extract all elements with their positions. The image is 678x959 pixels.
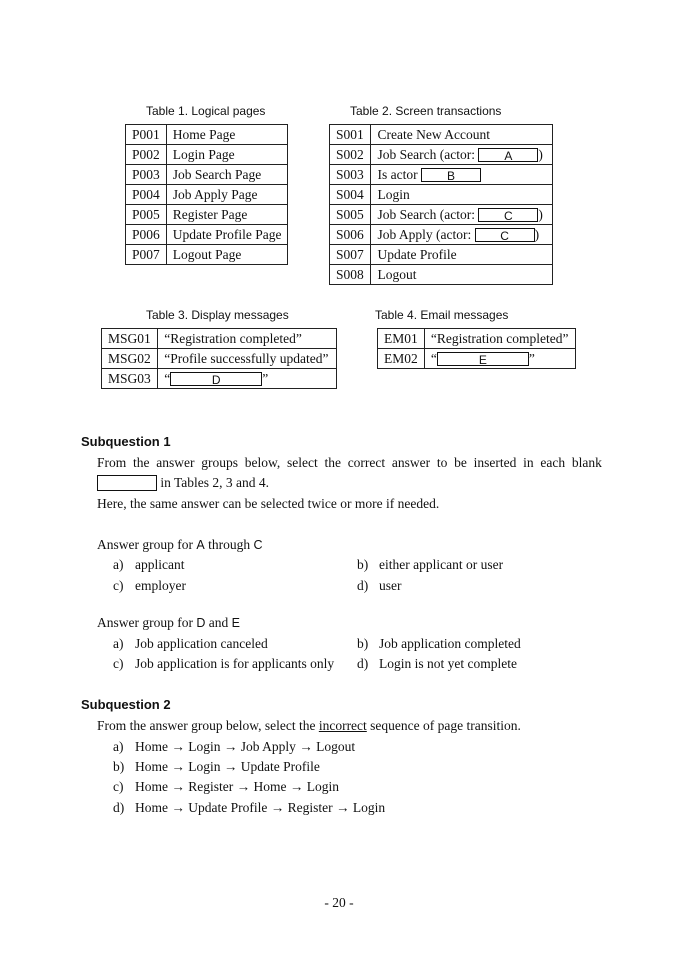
group-title-text: Answer group for [97,537,197,552]
subq2-instruction [97,718,521,734]
answer-option [357,656,517,672]
option-text: employer [135,578,186,593]
option-label: d) [357,578,369,593]
group-title-letter: A [196,538,205,552]
transaction-desc [371,145,553,165]
close-quote: ” [528,351,535,366]
message-text [158,369,337,389]
logical-pages-table [125,124,288,265]
answer-group-2-title [97,615,240,631]
group-title-text: through [204,537,254,552]
page-name: Job Search Page [166,165,288,185]
message-text: “Registration completed” [158,329,337,349]
option-text: Home → Register → Home → Login [135,779,339,794]
transaction-text: Job Apply (actor: [377,227,472,242]
email-messages-table [377,328,576,369]
transaction-text: Login [377,187,410,202]
table1-caption: Table 1. Logical pages [146,104,266,118]
option-text: user [379,578,402,593]
answer-option [357,557,503,573]
page-name: Update Profile Page [166,225,288,245]
table-row [102,369,337,389]
table2-caption: Table 2. Screen transactions [350,104,502,118]
table-row [330,145,553,165]
table3-caption: Table 3. Display messages [146,308,289,322]
option-text: Job application completed [379,636,521,651]
transaction-id: S008 [330,265,371,285]
instruction-emphasis: incorrect [318,718,367,733]
table-row [126,125,288,145]
transaction-desc [371,245,553,265]
option-label: c) [113,578,124,593]
table-row [330,265,553,285]
option-text: Home → Login → Job Apply → Logout [135,739,356,754]
transaction-text: Job Search (actor: [377,147,475,162]
answer-group-1-title [97,537,262,553]
transaction-desc [371,125,553,145]
group-title-text: and [205,615,232,630]
instruction-text: From the answer group below, select the [97,718,319,733]
transaction-text: Create New Account [377,127,490,142]
transaction-suffix: ) [534,227,540,242]
transaction-id: S003 [330,165,371,185]
transaction-id: S007 [330,245,371,265]
table-row [330,245,553,265]
table-row [330,205,553,225]
page-name: Home Page [166,125,288,145]
transaction-text: Job Search (actor: [377,207,475,222]
table-row [330,125,553,145]
transaction-desc [371,225,553,245]
group-title-letter: D [196,616,206,630]
option-label: a) [113,636,124,651]
table-row [330,165,553,185]
message-text [424,349,575,369]
transaction-id: S002 [330,145,371,165]
option-text: Login is not yet complete [379,656,517,671]
table-row [126,205,288,225]
page-id: P001 [126,125,167,145]
page-name: Logout Page [166,245,288,265]
table-row [102,349,337,369]
sequence-option [113,779,339,795]
transaction-id: S006 [330,225,371,245]
transaction-desc [371,265,553,285]
blank-e-box: E [437,352,529,366]
table-row [126,225,288,245]
answer-option [357,636,521,652]
close-quote: ” [262,371,269,386]
group-title-letter: E [231,616,240,630]
open-quote: “ [430,351,437,366]
message-text: “Registration completed” [424,329,575,349]
table-row [330,225,553,245]
instruction-text: sequence of page transition. [366,718,521,733]
page-name: Job Apply Page [166,185,288,205]
table-row [126,165,288,185]
transaction-text: Logout [377,267,417,282]
table-row [378,329,576,349]
option-label: a) [113,557,124,572]
blank-c-box: C [478,208,538,222]
group-title-letter: C [253,538,263,552]
message-text: “Profile successfully updated” [158,349,337,369]
page-id: P005 [126,205,167,225]
message-id: MSG03 [102,369,158,389]
option-label: d) [357,656,369,671]
transaction-suffix: ) [538,207,543,222]
page-id: P006 [126,225,167,245]
page-id: P003 [126,165,167,185]
blank-placeholder-box [97,475,157,491]
sequence-option [113,759,320,775]
option-label: c) [113,779,124,794]
transaction-desc [371,205,553,225]
message-id: MSG01 [102,329,158,349]
blank-a-box: A [478,148,538,162]
subq1-instruction-line3: Here, the same answer can be selected twice or more if needed. [97,496,440,511]
page-name: Login Page [166,145,288,165]
answer-option [357,578,402,594]
transaction-text: Is actor [377,167,418,182]
page-name: Register Page [166,205,288,225]
option-text: Job application canceled [135,636,268,651]
page-id: P002 [126,145,167,165]
display-messages-table [101,328,337,389]
blank-d-box: D [170,372,262,386]
transaction-id: S005 [330,205,371,225]
transaction-desc [371,165,553,185]
table-row [378,349,576,369]
transaction-desc [371,185,553,205]
option-label: d) [113,800,125,815]
message-id: MSG02 [102,349,158,369]
sequence-option [113,739,355,755]
message-id: EM02 [378,349,425,369]
option-text: applicant [135,557,185,572]
table-row [126,145,288,165]
option-label: a) [113,739,124,754]
blank-c-box: C [475,228,535,242]
answer-option [113,578,186,594]
transaction-suffix: ) [538,147,543,162]
page-number: - 20 - [324,895,354,910]
answer-option [113,656,334,672]
subq1-instruction-text: in Tables 2, 3 and 4. [160,475,270,490]
sequence-option [113,800,385,816]
option-text: Home → Login → Update Profile [135,759,320,774]
option-text: Home → Update Profile → Register → Login [135,800,386,815]
option-label: b) [357,636,369,651]
table-row [126,185,288,205]
table-row [126,245,288,265]
page-id: P007 [126,245,167,265]
page-id: P004 [126,185,167,205]
option-text: either applicant or user [379,557,504,572]
option-label: b) [113,759,125,774]
table-row [102,329,337,349]
transaction-text: Update Profile [377,247,457,262]
option-text: Job application is for applicants only [135,656,335,671]
subq1-instruction-line1: From the answer groups below, select the correct answer to be inserted in each blank [97,455,602,470]
table-row [330,185,553,205]
answer-option [113,636,268,652]
transaction-id: S001 [330,125,371,145]
blank-b-box: B [421,168,481,182]
option-label: b) [357,557,369,572]
option-label: c) [113,656,124,671]
table4-caption: Table 4. Email messages [375,308,509,322]
subquestion-1-heading: Subquestion 1 [81,434,171,449]
open-quote: “ [164,371,171,386]
answer-option [113,557,184,573]
subq1-instruction-line2 [97,475,269,492]
transaction-id: S004 [330,185,371,205]
screen-transactions-table [329,124,553,285]
message-id: EM01 [378,329,425,349]
subquestion-2-heading: Subquestion 2 [81,697,171,712]
group-title-text: Answer group for [97,615,197,630]
